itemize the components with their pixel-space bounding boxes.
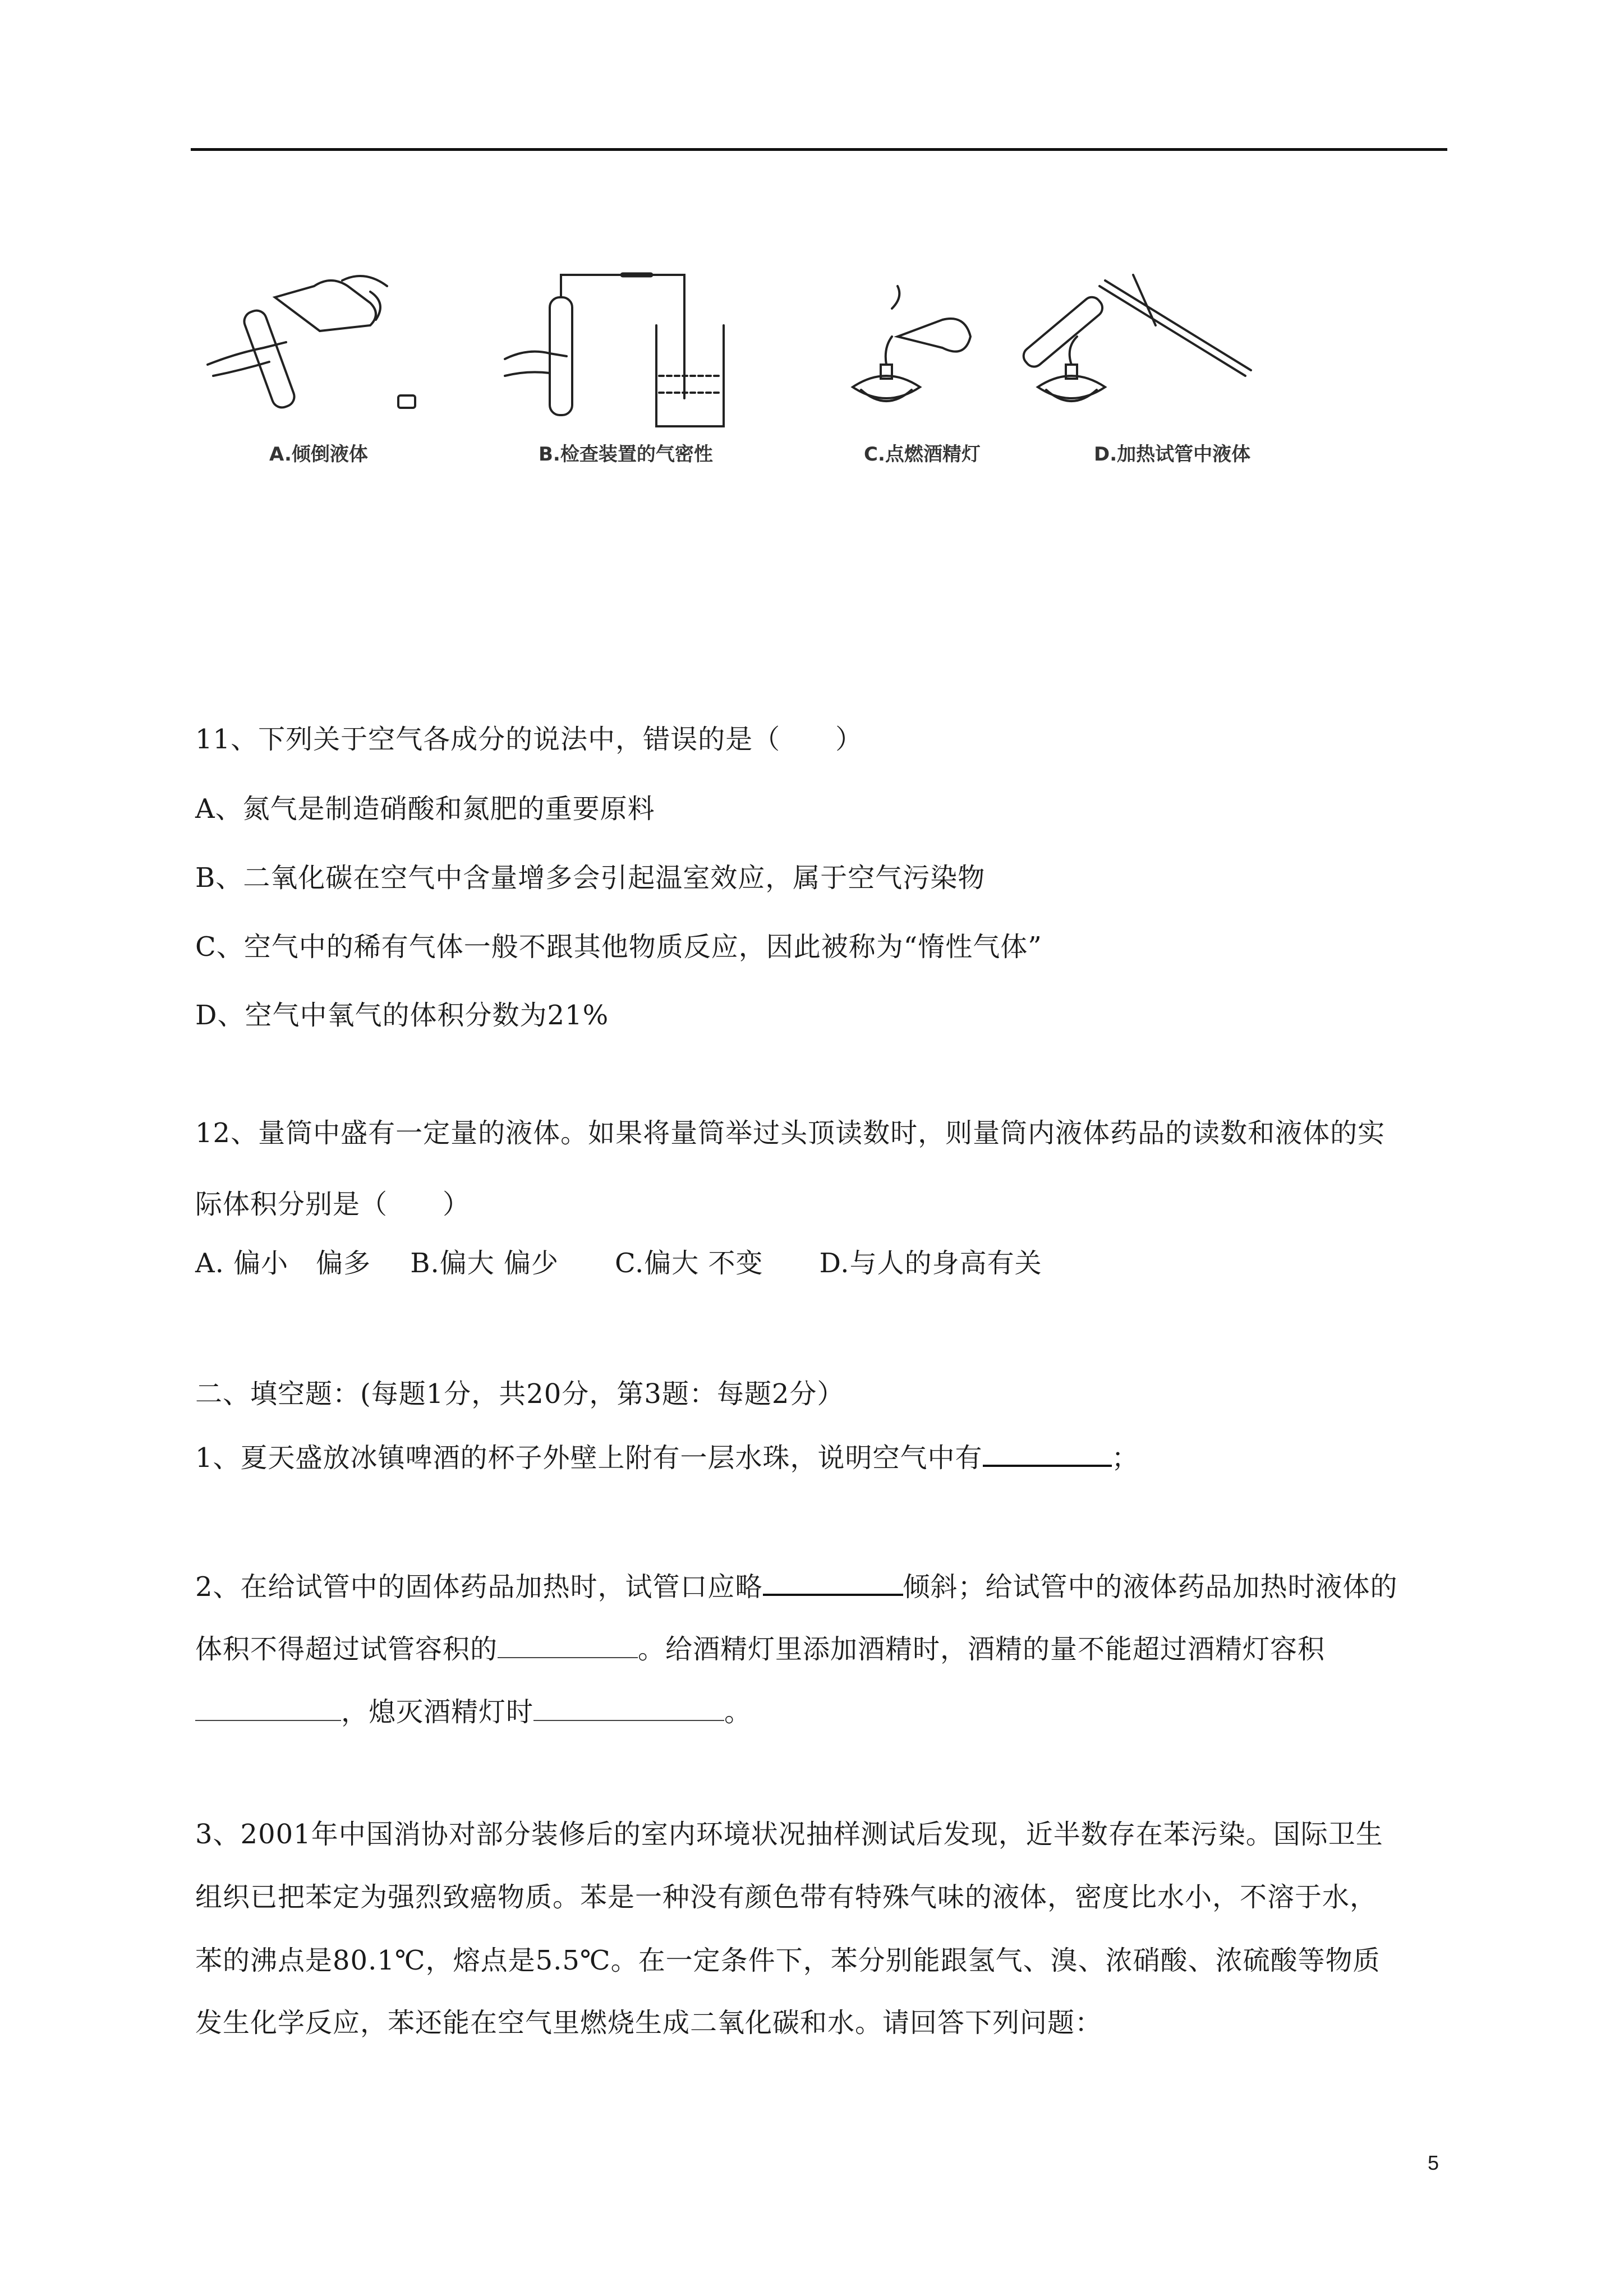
- fill-q2-l2b: 。给酒精灯里添加酒精时，酒精的量不能超过酒精灯容积: [638, 1634, 1326, 1665]
- q12-options: [195, 1246, 1042, 1280]
- fill-q2-line2: [195, 1631, 1325, 1666]
- fill-q2-l1a: 2、在给试管中的固体药品加热时，试管口应略: [195, 1571, 763, 1603]
- q12-stem-line2: 际体积分别是（ ）: [195, 1189, 471, 1220]
- fill-q2-l3a: ，熄灭酒精灯时: [341, 1696, 534, 1728]
- fill-q2-l2a: 体积不得超过试管容积的: [195, 1634, 498, 1665]
- fill-q2-blank2[interactable]: [498, 1631, 638, 1658]
- fill-q2-l1b: 倾斜；给试管中的液体药品加热时液体的: [903, 1571, 1398, 1603]
- q12-option-b: B.偏大 偏少: [410, 1248, 559, 1279]
- q12-stem-line1: 12、量筒中盛有一定量的液体。如果将量筒举过头顶读数时，则量筒内液体药品的读数和液体的实: [195, 1117, 1386, 1149]
- q11-option-d: D、空气中氧气的体积分数为21%: [195, 1000, 609, 1031]
- airtightness-illustration: [505, 275, 724, 426]
- fill-q3-line1: 3、2001年中国消协对部分装修后的室内环境状况抽样测试后发现，近半数存在苯污染。国际卫生: [195, 1819, 1383, 1850]
- caption-b: B.检查装置的气密性: [539, 443, 713, 466]
- fill-q3-line2: 组织已把苯定为强烈致癌物质。苯是一种没有颜色带有特殊气味的液体，密度比水小，不溶于水，: [195, 1881, 1378, 1913]
- pour-liquid-illustration: [208, 276, 415, 410]
- light-lamp-illustration: [853, 286, 970, 401]
- fill-q1-blank[interactable]: [983, 1439, 1112, 1467]
- q12-option-a: A. 偏小 偏多: [195, 1248, 371, 1279]
- fill-q3-line4: 发生化学反应，苯还能在空气里燃烧生成二氧化碳和水。请回答下列问题：: [195, 2007, 1103, 2039]
- q12-option-d: D.与人的身高有关: [819, 1248, 1042, 1279]
- lab-illustrations: [202, 264, 1358, 432]
- fill-q2-blank4[interactable]: [533, 1694, 724, 1721]
- fill-q1-text: 1、夏天盛放冰镇啤酒的杯子外壁上附有一层水珠，说明空气中有: [195, 1442, 983, 1474]
- q11-option-b: B、二氧化碳在空气中含量增多会引起温室效应，属于空气污染物: [195, 862, 986, 894]
- q12-option-c: C.偏大 不变: [614, 1248, 763, 1279]
- fill-q3-line3: 苯的沸点是80.1℃，熔点是5.5℃。在一定条件下，苯分别能跟氢气、溴、浓硝酸、浓硫酸等物质: [195, 1945, 1381, 1976]
- q11-option-a: A、氮气是制造硝酸和氮肥的重要原料: [195, 793, 655, 825]
- lab-operations-figure: [202, 264, 1358, 477]
- fill-q1: [195, 1439, 1139, 1475]
- page-number: 5: [1428, 2151, 1439, 2174]
- fill-q1-end: ；: [1111, 1442, 1139, 1474]
- q11-option-c: C、空气中的稀有气体一般不跟其他物质反应，因此被称为“惰性气体”: [195, 931, 1042, 963]
- fill-q2-line1: [195, 1568, 1398, 1604]
- fill-q2-l3b: 。: [724, 1696, 752, 1728]
- q11-stem: 11、下列关于空气各成分的说法中，错误的是（ ）: [195, 724, 863, 755]
- caption-d: D.加热试管中液体: [1094, 443, 1251, 466]
- fill-q2-blank1[interactable]: [763, 1568, 903, 1596]
- header-rule: [191, 148, 1447, 151]
- caption-a: A.倾倒液体: [269, 443, 368, 466]
- caption-c: C.点燃酒精灯: [864, 443, 981, 466]
- section2-heading: 二、填空题：(每题1分，共20分，第3题：每题2分）: [195, 1378, 845, 1410]
- fill-q2-line3: [195, 1694, 752, 1729]
- heat-liquid-illustration: [1020, 275, 1251, 401]
- fill-q2-blank3[interactable]: [195, 1694, 341, 1721]
